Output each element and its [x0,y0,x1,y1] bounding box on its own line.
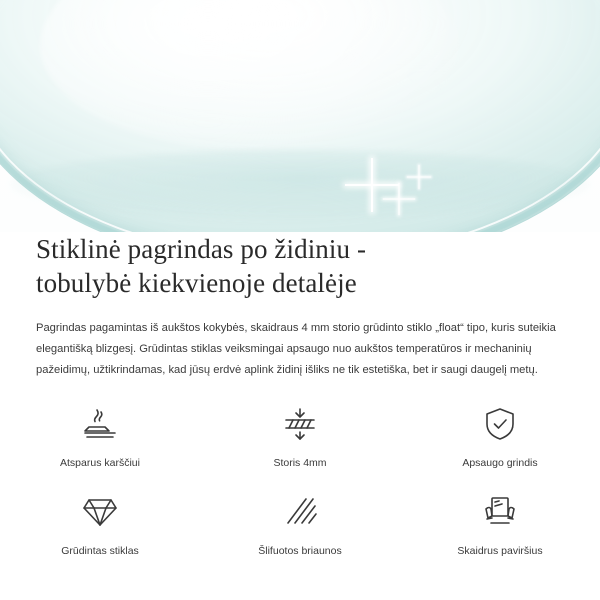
feature-label: Grūdintas stiklas [61,545,139,557]
feature-item-floor-protection [400,398,600,478]
body-paragraph: Pagrindas pagamintas iš aukštos kokybės, skaidraus 4 mm storio grūdinto stiklo „float“ tipo, kuris suteikia elegantišką blizgesį. Grūdintas stiklas veiksmingai apsaugo nuo aukštos temperatūros ir mechaninių pažeidimų, užtikrindamas, kad jūsų erdvė aplink židinį išliks ne tik estetiška, bet ir saugi daugelį metų. [36,322,556,376]
feature-label: Apsaugo grindis [462,457,538,469]
content-block [0,232,600,381]
feature-item-heat-resistant [0,398,200,478]
heat-resistant-icon [78,404,122,444]
polished-edges-icon [278,492,322,532]
headline-line-2: tobulybė kiekvienoje detalėje [36,268,357,298]
feature-label: Skaidrus paviršius [457,545,543,557]
glass-shadow [10,150,590,220]
hero-image [0,0,600,232]
headline-line-1: Stiklinė pagrindas po židiniu - [36,234,367,264]
feature-item-tempered-glass [0,486,200,566]
feature-label: Atsparus karščiui [60,457,140,469]
feature-label: Storis 4mm [273,457,327,469]
feature-label: Šlifuotos briaunos [258,545,342,557]
feature-grid [0,398,600,566]
page-title [0,232,600,300]
transparent-surface-icon [478,492,522,532]
thickness-icon [278,404,322,444]
feature-item-transparent-surface [400,486,600,566]
feature-item-polished-edges [200,486,400,566]
shield-icon [478,404,522,444]
diamond-icon [78,492,122,532]
feature-item-thickness [200,398,400,478]
